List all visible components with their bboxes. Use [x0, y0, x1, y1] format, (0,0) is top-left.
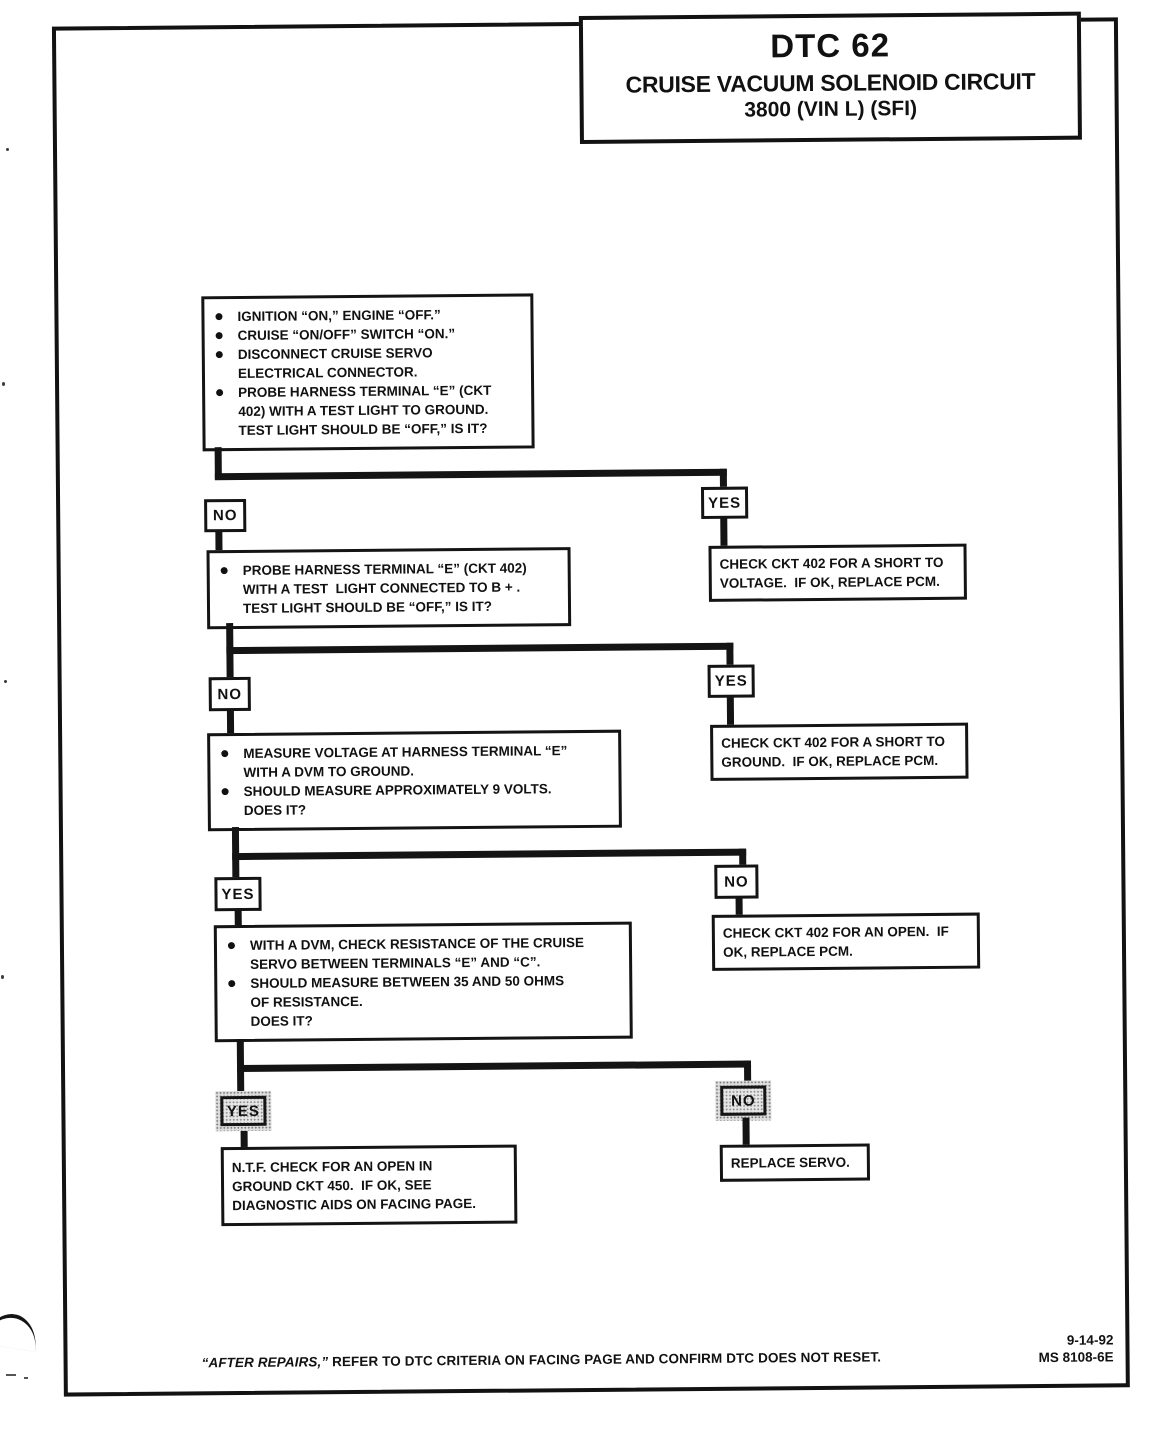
bullet-icon	[221, 750, 228, 757]
decision4-yes-shaded	[215, 1091, 271, 1131]
result3-box	[712, 913, 980, 971]
connector-line	[720, 517, 727, 548]
decision2-no: NO	[209, 677, 251, 711]
decision2-yes: YES	[708, 665, 755, 698]
bullet-row	[223, 971, 621, 1031]
decision1-no: NO	[204, 499, 246, 532]
step2-box	[207, 547, 572, 629]
bullet-icon	[216, 351, 223, 358]
bullet-row	[211, 381, 523, 441]
result3-text: CHECK CKT 402 FOR AN OPEN. IF OK, REPLACE PCM.	[722, 923, 949, 960]
step1-bullet-4: PROBE HARNESS TERMINAL “E” (CKT 402) WITH A TEST LIGHT TO GROUND. TEST LIGHT SHOULD BE “OFF,” IS IT?	[238, 382, 492, 439]
decision3-no: NO	[714, 864, 758, 898]
decision4-yes: YES	[220, 1096, 266, 1126]
connector-line	[742, 1118, 749, 1147]
footer-revision-block	[993, 1331, 1113, 1366]
result1-text: CHECK CKT 402 FOR A SHORT TO VOLTAGE. IF OK, REPLACE PCM.	[719, 554, 944, 591]
title-engine: 3800 (VIN L) (SFI)	[744, 97, 918, 122]
footer-note-rest: REFER TO DTC CRITERIA ON FACING PAGE AND CONFIRM DTC DOES NOT RESET.	[328, 1349, 882, 1370]
bullet-icon	[216, 332, 223, 339]
connector-line	[726, 643, 733, 667]
bullet-icon	[215, 313, 222, 320]
scan-artifact	[6, 1374, 16, 1376]
step2-bullet-1: PROBE HARNESS TERMINAL “E” (CKT 402) WITH A TEST LIGHT CONNECTED TO B + . TEST LIGHT SHOULD BE “OFF,” IS IT?	[242, 560, 527, 616]
step3-box	[207, 730, 622, 832]
connector-line	[744, 1061, 751, 1083]
result4-text: N.T.F. CHECK FOR AN OPEN IN GROUND CKT 450. IF OK, SEE DIAGNOSTIC AIDS ON FACING PAGE.	[231, 1158, 477, 1214]
decision1-yes: YES	[701, 487, 748, 519]
footer-doc-id: MS 8108-6E	[1038, 1349, 1114, 1366]
step1-bullet-3: DISCONNECT CRUISE SERVO ELECTRICAL CONNECTOR.	[237, 345, 433, 382]
step1-bullet-1: IGNITION “ON,” ENGINE “OFF.”	[237, 307, 441, 325]
footer-date: 9-14-92	[1066, 1332, 1114, 1348]
result1-box	[708, 544, 966, 602]
result2-text: CHECK CKT 402 FOR A SHORT TO GROUND. IF OK, REPLACE PCM.	[721, 733, 946, 770]
footer-note-lead: “AFTER REPAIRS,”	[201, 1354, 329, 1371]
step4-bullet-2: SHOULD MEASURE BETWEEN 35 AND 50 OHMS OF RESISTANCE. DOES IT?	[250, 973, 565, 1029]
decision3-yes: YES	[214, 877, 261, 911]
step4-box	[214, 922, 633, 1043]
scan-artifact	[1, 975, 4, 979]
bullet-row	[216, 741, 610, 782]
page-title: DTC 62	[770, 26, 891, 65]
title-box	[579, 12, 1082, 144]
bullet-icon	[216, 389, 223, 396]
bullet-row	[211, 343, 523, 384]
decision4-no: NO	[720, 1085, 766, 1115]
scan-artifact	[6, 148, 9, 151]
result4-box	[221, 1145, 518, 1227]
step3-bullet-1: MEASURE VOLTAGE AT HARNESS TERMINAL “E” WITH A DVM TO GROUND.	[243, 743, 568, 780]
step1-bullet-2: CRUISE “ON/OFF” SWITCH “ON.”	[237, 326, 456, 344]
connector-line	[727, 696, 734, 727]
bullet-icon	[222, 788, 229, 795]
result2-box	[710, 723, 968, 781]
bullet-row	[216, 558, 560, 618]
connector-line	[215, 530, 222, 552]
connector-line	[227, 709, 234, 735]
bullet-icon	[228, 942, 235, 949]
scan-artifact	[24, 1377, 28, 1379]
scan-artifact	[2, 382, 5, 386]
step4-bullet-1: WITH A DVM, CHECK RESISTANCE OF THE CRUISE SERVO BETWEEN TERMINALS “E” AND “C”.	[249, 935, 585, 972]
step3-bullet-2: SHOULD MEASURE APPROXIMATELY 9 VOLTS. DOES IT?	[243, 781, 552, 818]
result5-text: REPLACE SERVO.	[730, 1154, 850, 1171]
bullet-row	[223, 933, 621, 974]
title-subtitle: CRUISE VACUUM SOLENOID CIRCUIT	[625, 68, 1036, 98]
decision4-no-shaded	[715, 1080, 771, 1120]
bullet-row	[217, 779, 611, 820]
scan-artifact	[4, 680, 7, 683]
bullet-icon	[228, 980, 235, 987]
result5-box	[720, 1144, 870, 1182]
step1-box	[201, 293, 534, 451]
bullet-icon	[221, 567, 228, 574]
